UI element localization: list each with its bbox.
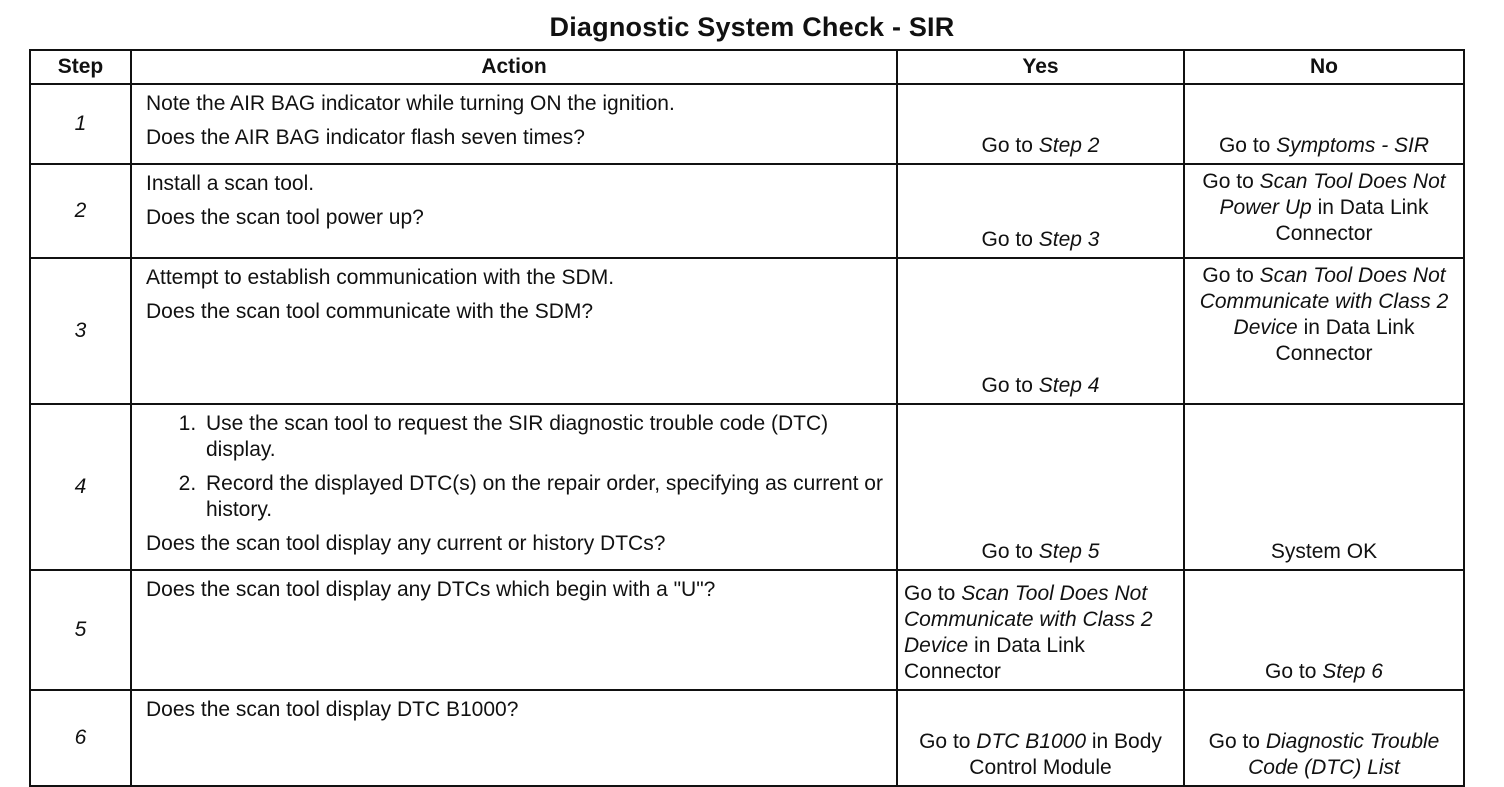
yes-cell	[897, 84, 1184, 164]
table-row	[30, 570, 1464, 690]
yes-reference-link[interactable]: Step 5	[1038, 540, 1100, 563]
action-list-item: 2. Record the displayed DTC(s) on the repair order, specifying as current or history.	[202, 471, 884, 523]
yes-prefix: Go to	[981, 228, 1039, 251]
action-question: Does the scan tool display any current or history DTCs?	[146, 532, 666, 555]
header-no: No	[1184, 50, 1464, 84]
header-action: Action	[131, 50, 897, 84]
action-question: Does the scan tool communicate with the SDM?	[146, 300, 594, 323]
step-number: 2	[30, 164, 131, 258]
action-cell	[131, 690, 897, 786]
step-number: 1	[30, 84, 131, 164]
action-question: Does the scan tool display any DTCs which begin with a "U"?	[146, 578, 716, 601]
action-list-item: 1. Use the scan tool to request the SIR diagnostic trouble code (DTC) display.	[202, 411, 884, 463]
step-number: 6	[30, 690, 131, 786]
step-number: 5	[30, 570, 131, 690]
no-prefix: Go to	[1218, 134, 1277, 157]
no-cell	[1184, 84, 1464, 164]
no-reference-link[interactable]: Scan Tool Does Not Communicate with Class 2 Device	[1199, 264, 1449, 339]
no-reference-link[interactable]: Step 6	[1322, 660, 1383, 683]
yes-reference-link[interactable]: Step 2	[1038, 134, 1100, 157]
yes-suffix: in Data Link Connector	[904, 634, 1085, 683]
action-cell	[131, 258, 897, 404]
yes-suffix: in Body Control Module	[969, 730, 1162, 779]
table-row	[30, 164, 1464, 258]
action-cell	[131, 84, 897, 164]
step-number: 3	[30, 258, 131, 404]
action-step-list	[146, 411, 884, 523]
yes-cell	[897, 164, 1184, 258]
action-question: Does the scan tool display DTC B1000?	[146, 698, 519, 721]
yes-prefix: Go to	[981, 134, 1039, 157]
step-number: 4	[30, 404, 131, 570]
no-prefix: Go to	[1202, 170, 1260, 193]
header-yes: Yes	[897, 50, 1184, 84]
header-step: Step	[30, 50, 131, 84]
no-cell	[1184, 570, 1464, 690]
no-suffix: in Data Link Connector	[1275, 316, 1415, 365]
yes-cell	[897, 570, 1184, 690]
yes-cell	[897, 690, 1184, 786]
table-row	[30, 404, 1464, 570]
action-text: Install a scan tool.	[146, 172, 315, 195]
yes-reference-link[interactable]: Scan Tool Does Not Communicate with Class 2 Device	[904, 582, 1153, 657]
no-cell	[1184, 690, 1464, 786]
no-prefix: Go to	[1202, 264, 1260, 287]
table-row	[30, 690, 1464, 786]
no-cell	[1184, 258, 1464, 404]
yes-prefix: Go to	[981, 374, 1039, 397]
no-result: System OK	[1270, 540, 1378, 563]
no-prefix: Go to	[1265, 660, 1323, 683]
yes-reference-link[interactable]: DTC B1000	[976, 730, 1087, 753]
yes-reference-link[interactable]: Step 4	[1038, 374, 1100, 397]
yes-reference-link[interactable]: Step 3	[1038, 228, 1100, 251]
no-prefix: Go to	[1208, 730, 1266, 753]
page-title: Diagnostic System Check - SIR	[549, 12, 955, 42]
yes-prefix: Go to	[919, 730, 977, 753]
no-reference-link[interactable]: Diagnostic Trouble Code (DTC) List	[1248, 730, 1440, 779]
yes-cell	[897, 404, 1184, 570]
action-cell	[131, 164, 897, 258]
action-cell	[131, 570, 897, 690]
no-reference-link[interactable]: Symptoms - SIR	[1276, 134, 1430, 157]
no-cell	[1184, 404, 1464, 570]
diagnostic-table	[29, 49, 1465, 787]
no-cell	[1184, 164, 1464, 258]
action-question: Does the AIR BAG indicator flash seven times?	[146, 126, 585, 149]
table-row	[30, 84, 1464, 164]
yes-prefix: Go to	[981, 540, 1039, 563]
table-header-row	[30, 50, 1464, 84]
action-text: Attempt to establish communication with the SDM.	[146, 266, 615, 289]
yes-prefix: Go to	[904, 582, 962, 605]
action-question: Does the scan tool power up?	[146, 206, 424, 229]
action-text: Note the AIR BAG indicator while turning ON the ignition.	[146, 92, 675, 115]
yes-cell	[897, 258, 1184, 404]
table-row	[30, 258, 1464, 404]
no-suffix: in Data Link Connector	[1275, 196, 1429, 245]
action-cell	[131, 404, 897, 570]
no-reference-link[interactable]: Scan Tool Does Not Power Up	[1219, 170, 1446, 219]
